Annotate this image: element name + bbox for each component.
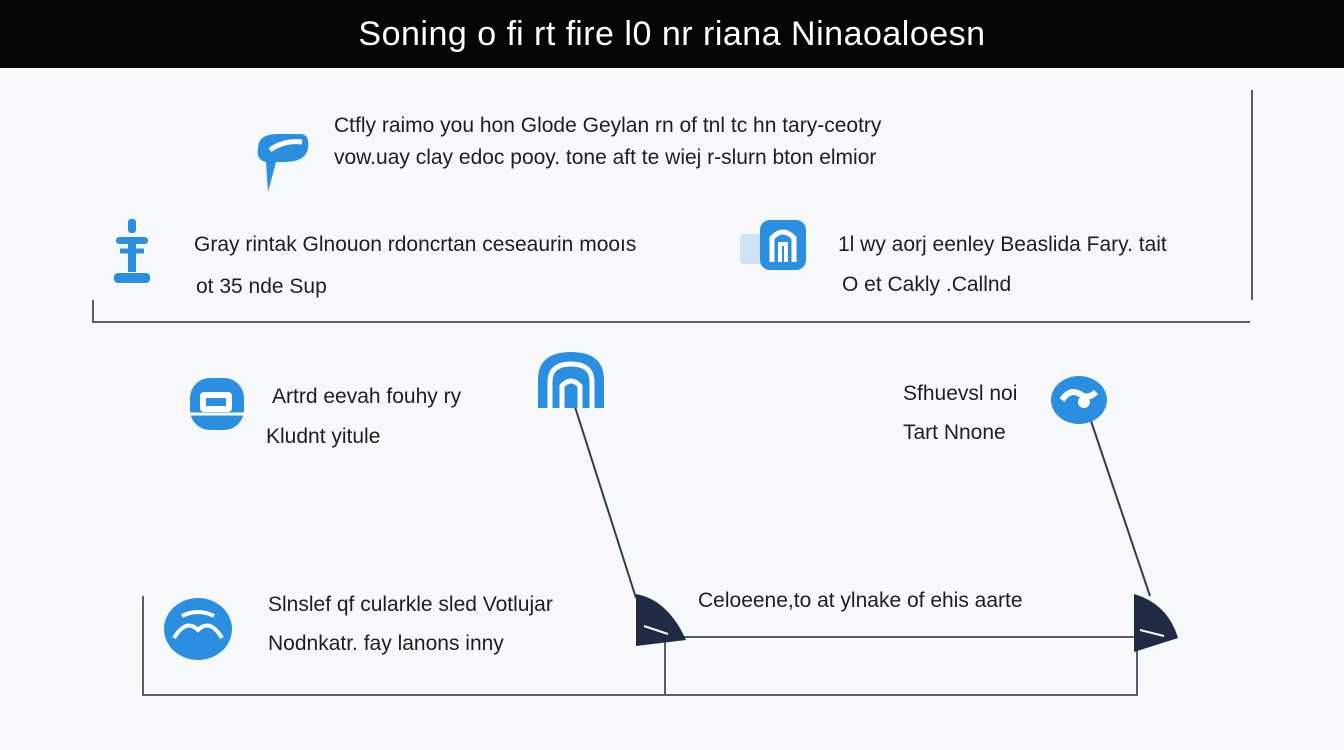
bottom-right-text-line1: Sfhuevsl noi: [903, 382, 1018, 405]
connector-horizontal: [640, 636, 1140, 638]
intro-text-line2: vow.uay clay edoc pooy. tone aft te wiej r-slurn bton elmior: [334, 146, 877, 169]
top-panel-bottom-border: [92, 321, 1250, 323]
globe-icon: [160, 594, 236, 664]
bottom-panel-left-border: [142, 596, 144, 696]
top-left-text-line1: Gray rintak Glnouon rdoncrtan ceseaurin mooıs: [194, 233, 637, 256]
connector-right-to-junction: [1090, 418, 1150, 596]
top-right-text-line2: O et Cakly .Callnd: [842, 273, 1012, 296]
footer-left-text-line2: Nodnkatr. fay lanons inny: [268, 632, 504, 655]
bottom-right-text-line2: Tart Nnone: [903, 421, 1006, 444]
triangle-node-icon: [628, 586, 690, 652]
top-right-text-line1: 1l wy aorj eenley Beaslida Fary. tait: [838, 233, 1167, 256]
speech-bubble-icon: [250, 130, 314, 200]
bottom-panel-bottom-border: [142, 694, 1138, 696]
connector-center-to-junction: [568, 385, 636, 598]
bottom-left-text-line2: Kludnt yitule: [266, 425, 381, 448]
top-left-text-line2: ot 35 nde Sup: [196, 275, 327, 298]
arch-node-icon: [532, 348, 610, 412]
signal-tower-icon: [110, 215, 154, 287]
triangle-node-icon: [1124, 586, 1182, 658]
top-panel-left-tick: [92, 300, 94, 322]
chat-box-icon: [186, 372, 248, 438]
top-panel-right-border: [1251, 90, 1253, 300]
link-bubble-icon: [1048, 372, 1110, 428]
bottom-left-text-line1: Artrd eevah fouhy ry: [272, 385, 462, 408]
page-title: Soning ο ﬁ rt ﬁre l0 nr riana Ninaoaloesn: [358, 14, 986, 53]
arch-box-icon: [738, 216, 810, 276]
footer-left-text-line1: Slnslef qf cularkle sled Votlujar: [268, 593, 553, 616]
connector-label: Celoeene,to at ylnake of ehis aarte: [698, 589, 1023, 612]
intro-text-line1: Ctfly raimo you hon Glode Geylan rn of tnl tc hn tary-ceotry: [334, 114, 882, 137]
